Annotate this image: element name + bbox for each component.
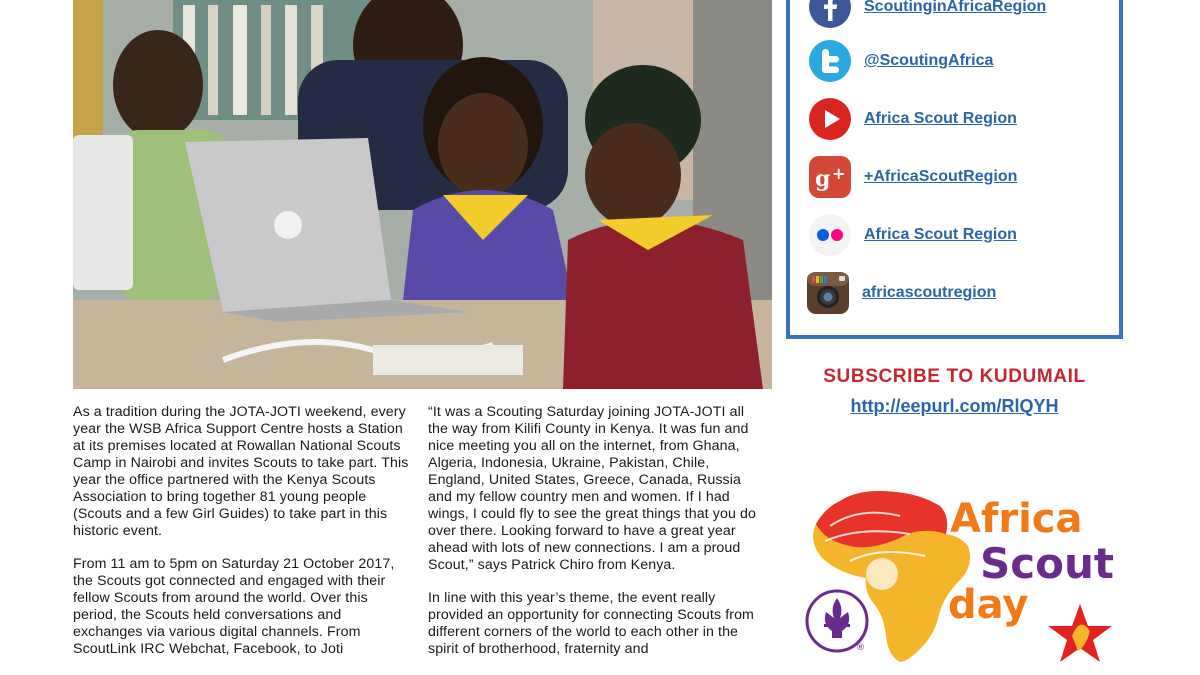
flickr-link[interactable]: Africa Scout Region	[864, 226, 1017, 243]
article-paragraph: As a tradition during the JOTA-JOTI weekend, every year the WSB Africa Support Centre hosts a Station at its premises located at Rowallan National Scouts Camp in Nairobi and invites Scouts to take part. This year the office partnered with the Kenya Scouts Association to bring together 81 young people (Scouts and a few Girl Guides) to take part in this historic event.	[73, 404, 409, 539]
social-row-instagram[interactable]	[806, 270, 996, 316]
social-row-flickr[interactable]	[808, 212, 1017, 258]
instagram-link[interactable]: africascoutregion	[862, 284, 997, 301]
subscribe-link[interactable]: http://eepurl.com/RlQYH	[850, 396, 1059, 416]
article-paragraph: In line with this year’s theme, the event really provided an opportunity for connecting Scouts from different corners of the world to each other in the spirit of brotherhood, fraternity and	[428, 590, 754, 657]
svg-text:g: g	[815, 166, 831, 192]
svg-text:®: ®	[856, 643, 865, 653]
facebook-icon[interactable]	[808, 0, 852, 29]
social-row-twitter[interactable]	[808, 38, 993, 84]
flickr-icon[interactable]	[808, 213, 852, 257]
subscribe-heading: SUBSCRIBE TO KUDUMAIL	[823, 366, 1086, 387]
social-row-youtube[interactable]	[808, 96, 1017, 142]
article-column-right	[428, 404, 768, 674]
social-row-googleplus[interactable]	[808, 154, 1017, 200]
svg-text:+: +	[832, 164, 846, 183]
africa-scout-day-logo	[800, 486, 1130, 675]
logo-word-scout: Scout	[980, 539, 1114, 588]
youtube-icon[interactable]	[808, 97, 852, 141]
social-links-panel	[786, 0, 1123, 339]
article-column-left	[73, 404, 413, 674]
twitter-icon[interactable]	[808, 39, 852, 83]
scouts-at-laptop-photo	[73, 0, 772, 389]
logo-word-africa: Africa	[950, 496, 1083, 542]
youtube-link[interactable]: Africa Scout Region	[864, 110, 1017, 127]
twitter-link[interactable]: @ScoutingAfrica	[864, 52, 994, 69]
social-row-facebook[interactable]	[808, 0, 1046, 30]
instagram-icon[interactable]	[806, 271, 850, 315]
googleplus-icon[interactable]	[808, 155, 852, 199]
logo-word-day: day	[948, 582, 1029, 628]
photo-illustration	[73, 0, 772, 389]
article-paragraph: From 11 am to 5pm on Saturday 21 October 2017, the Scouts got connected and engaged with their fellow Scouts from around the world. Over this period, the Scouts held conversations and exchanges via various digital channels. From ScoutLink IRC Webchat, Facebook, to Joti	[73, 556, 395, 657]
article-paragraph: “It was a Scouting Saturday joining JOTA-JOTI all the way from Kilifi County in Kenya. It was fun and nice meeting you all on the internet, from Ghana, Algeria, Indonesia, Ukraine, Pakistan, Chile, England, United States, Greece, Canada, Russia and my fellow country men and women. If I had wings, I could fly to see the great things that you do over there. Looking forward to have a great year ahead with lots of new connections. I am a proud Scout,” says Patrick Chiro from Kenya.	[428, 404, 756, 573]
googleplus-link[interactable]: +AfricaScoutRegion	[864, 168, 1018, 185]
facebook-link[interactable]: ScoutinginAfricaRegion	[864, 0, 1047, 15]
